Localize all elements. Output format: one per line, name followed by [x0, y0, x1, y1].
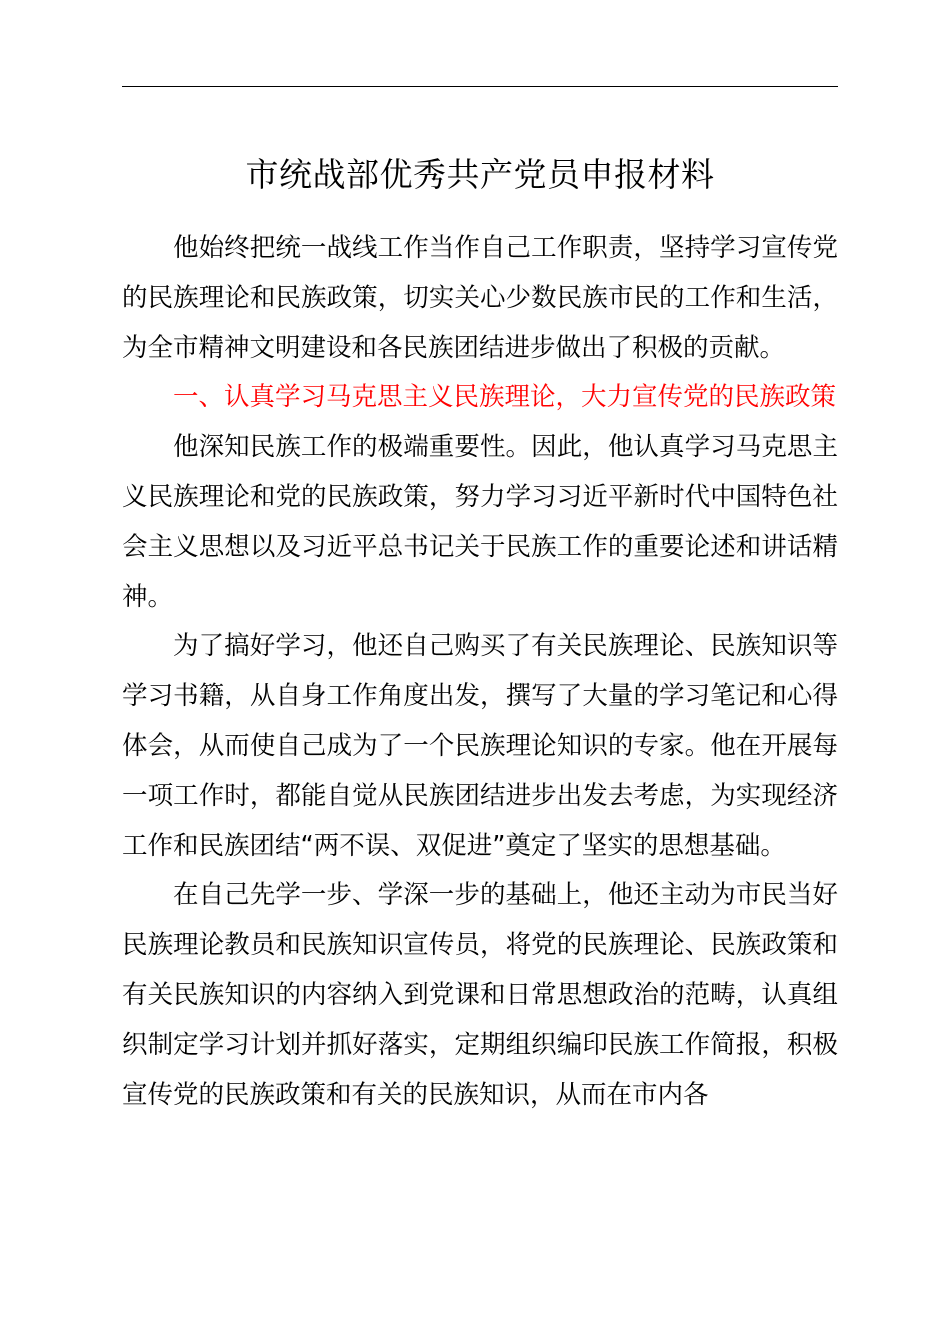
document-body [122, 224, 838, 1120]
body-paragraph-3: 在自己先学一步、学深一步的基础上，他还主动为市民当好民族理论教员和民族知识宣传员，将党的民族理论、民族政策和有关民族知识的内容纳入到党课和日常思想政治的范畴，认真组织制定学习计划并抓好落实，定期组织编印民族工作简报，积极宣传党的民族政策和有关的民族知识，从而在市内各 [122, 880, 838, 1110]
header-rule [122, 86, 838, 87]
section-heading-1: 一、认真学习马克思主义民族理论，大力宣传党的民族政策 [173, 382, 837, 413]
intro-paragraph: 他始终把统一战线工作当作自己工作职责，坚持学习宣传党的民族理论和民族政策，切实关心少数民族市民的工作和生活，为全市精神文明建设和各民族团结进步做出了积极的贡献。 [122, 233, 838, 363]
body-paragraph-1: 他深知民族工作的极端重要性。因此，他认真学习马克思主义民族理论和党的民族政策，努力学习习近平新时代中国特色社会主义思想以及习近平总书记关于民族工作的重要论述和讲话精神。 [122, 432, 838, 612]
body-paragraph-2: 为了搞好学习，他还自己购买了有关民族理论、民族知识等学习书籍，从自身工作角度出发，撰写了大量的学习笔记和心得体会，从而使自己成为了一个民族理论知识的专家。他在开展每一项工作时，都能自觉从民族团结进步出发去考虑，为实现经济工作和民族团结“两不误、双促进”奠定了坚实的思想基础。 [122, 631, 838, 861]
document-title: 市统战部优秀共产党员申报材料 [245, 155, 715, 194]
